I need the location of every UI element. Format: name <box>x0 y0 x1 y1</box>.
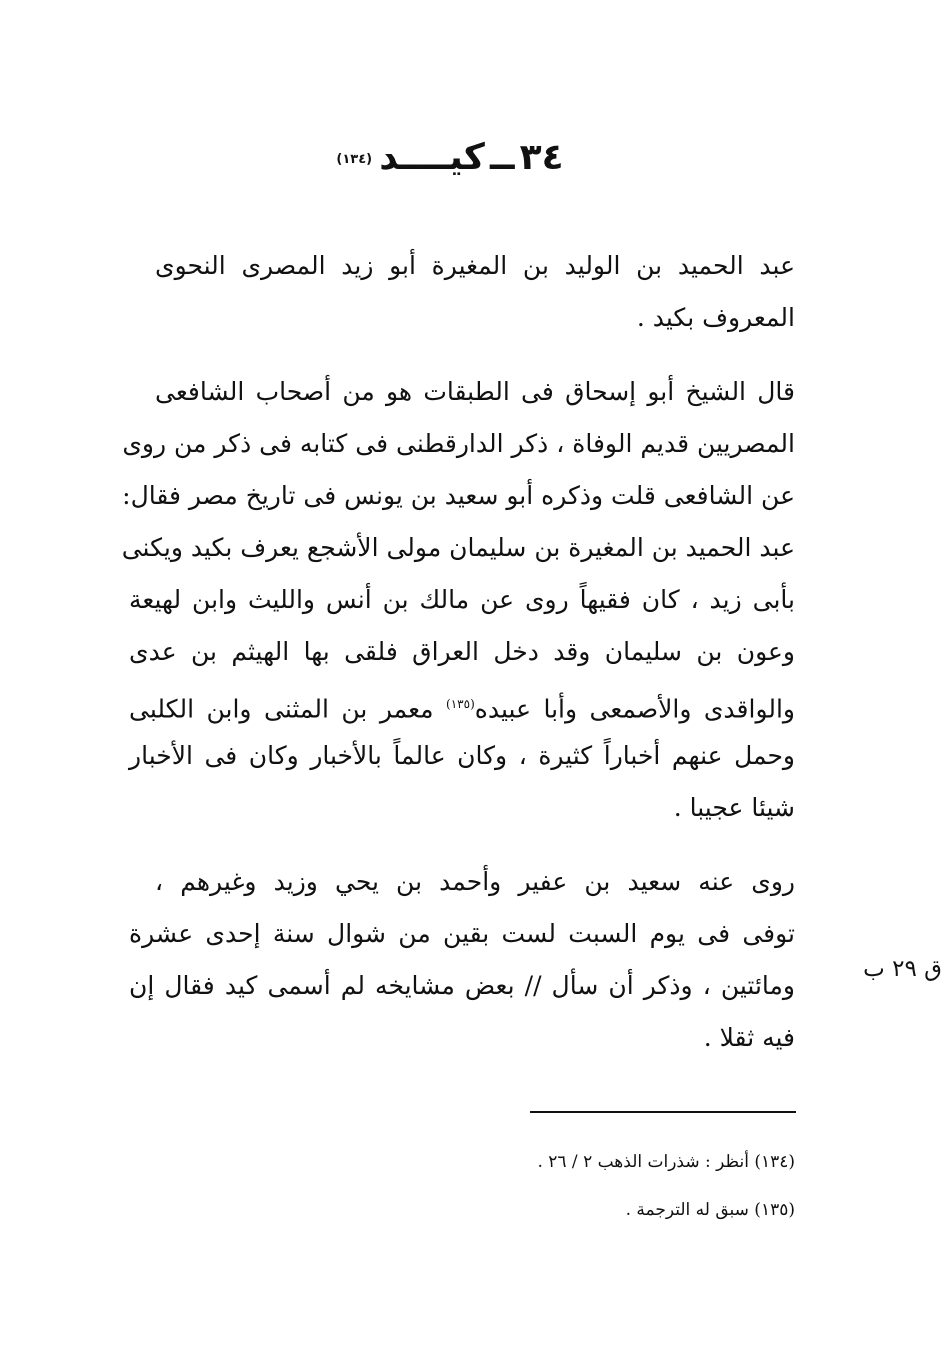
paragraph-2-line-3: عن الشافعى قلت وذكره أبو سعيد بن يونس فى تاريخ مصر فقال: <box>122 481 795 510</box>
inline-footnote-ref: (١٣٥) <box>446 697 475 711</box>
paragraph-2-line-5: بأبى زيد ، كان فقيهاً روى عن مالك بن أنس والليث وابن لهيعة <box>129 585 795 614</box>
paragraph-2-line-1: قال الشيخ أبو إسحاق فى الطبقات هو من أصحاب الشافعى <box>155 377 795 406</box>
paragraph-3-line-2: توفى فى يوم السبت لست بقين من شوال سنة إحدى عشرة <box>129 919 795 948</box>
entry-heading <box>300 133 600 183</box>
entry-name: كيــــد <box>379 137 485 178</box>
paragraph-2-line-9: شيئا عجيبا . <box>673 793 795 822</box>
heading-dash: ــ <box>489 137 515 178</box>
paragraph-2-line-2: المصريين قديم الوفاة ، ذكر الدارقطنى فى كتابه فى ذكر من روى <box>122 429 795 458</box>
paragraph-3-line-3: ومائتين ، وذكر أن سأل // بعض مشايخه لم أسمى كيد فقال إن <box>129 971 795 1000</box>
paragraph-3-line-1: روى عنه سعيد بن عفير وأحمد بن يحي وزيد وغيرهم ، <box>155 867 795 896</box>
paragraph-1-line-2: المعروف بكيد . <box>636 303 795 332</box>
line-7-part-1: والواقدى والأصمعى وأبا عبيده <box>474 694 796 724</box>
paragraph-3-line-4: فيه ثقلا . <box>703 1023 795 1052</box>
paragraph-2-line-7 <box>129 678 795 730</box>
entry-number: ٣٤ <box>519 137 564 178</box>
footnote-separator <box>530 1111 796 1113</box>
paragraph-2-line-4: عبد الحميد بن المغيرة بن سليمان مولى الأشجع يعرف بكيد ويكنى <box>121 533 795 562</box>
paragraph-1-line-1: عبد الحميد بن الوليد بن المغيرة أبو زيد المصرى النحوى <box>155 251 795 280</box>
paragraph-2-line-8: وحمل عنهم أخباراً كثيرة ، وكان عالماً بالأخبار وكان فى الأخبار <box>129 741 795 770</box>
paragraph-2-line-6: وعون بن سليمان وقد دخل العراق فلقى بها الهيثم بن عدى <box>129 637 795 666</box>
heading-footnote-ref: (١٣٤) <box>336 151 373 167</box>
line-7-part-2: معمر بن المثنى وابن الكلبى <box>129 694 434 724</box>
folio-margin-note: ق ٢٩ ب <box>863 956 942 982</box>
footnote-134: (١٣٤) أنظر : شذرات الذهب ٢ / ٢٦ . <box>537 1152 795 1172</box>
footnote-135: (١٣٥) سبق له الترجمة . <box>625 1200 795 1220</box>
